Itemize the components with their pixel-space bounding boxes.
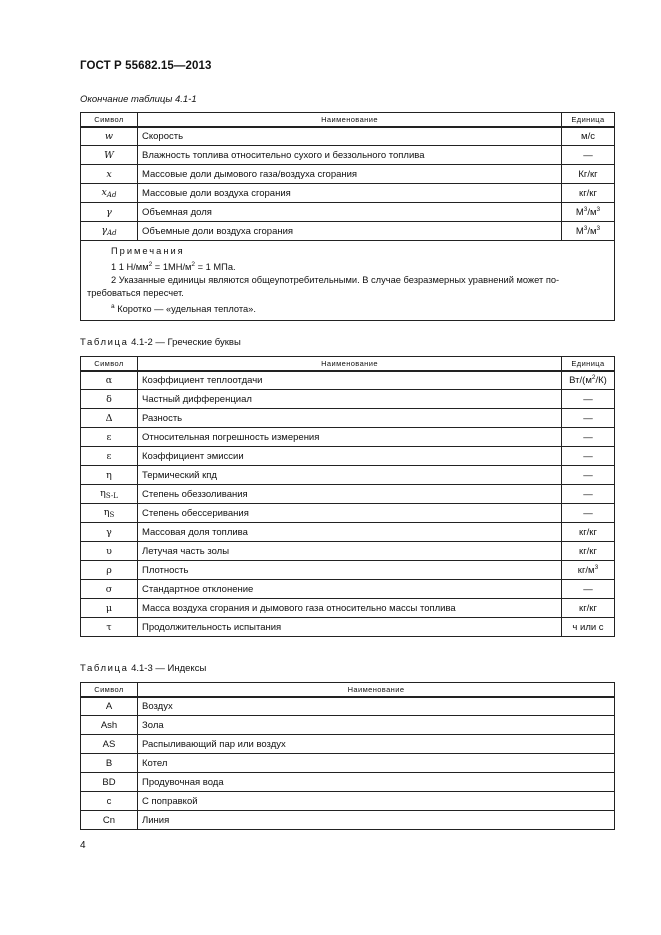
unit-cell (562, 561, 615, 580)
symbol-text: BD (102, 776, 116, 788)
symbol-text: B (105, 757, 113, 769)
name-cell: Относительная погрешность измерения (138, 428, 562, 447)
symbol-cell (81, 127, 138, 146)
name-cell: Котел (138, 754, 615, 773)
symbol-text: ε (106, 450, 112, 462)
unit-exponent: 3 (594, 564, 599, 571)
table-row (81, 792, 615, 811)
table1-header-row (81, 113, 615, 127)
symbol-text: W (104, 149, 114, 161)
table-row (81, 390, 615, 409)
unit-cell (562, 504, 615, 523)
name-cell: Линия (138, 811, 615, 830)
table-row (81, 754, 615, 773)
table2-body (81, 371, 615, 637)
unit-exponent: 3 (583, 206, 588, 213)
unit-text: кг/кг (579, 602, 597, 614)
unit-cell (562, 580, 615, 599)
name-cell: Термический кпд (138, 466, 562, 485)
symbol-cell (81, 146, 138, 165)
note-2-continuation: требоваться пересчет. (87, 288, 184, 298)
table1-col-symbol: Символ (81, 113, 138, 127)
table-row (81, 428, 615, 447)
table-row (81, 580, 615, 599)
symbol-text: η (100, 488, 106, 499)
table2-col-unit: Единица (562, 357, 615, 371)
unit-cell (562, 127, 615, 146)
unit-cell (562, 618, 615, 637)
table-row (81, 371, 615, 390)
unit-text: М (575, 226, 584, 237)
unit-text: М (575, 207, 584, 218)
symbol-cell (81, 561, 138, 580)
unit-cell (562, 447, 615, 466)
symbol-cell (81, 504, 138, 523)
name-cell: Скорость (138, 127, 562, 146)
document-header: ГОСТ Р 55682.15—2013 (80, 60, 212, 72)
table2 (80, 356, 615, 637)
unit-text: ч или с (572, 621, 604, 633)
name-cell: Масса воздуха сгорания и дымового газа относительно массы топлива (138, 599, 562, 618)
name-cell: Массовые доли воздуха сгорания (138, 184, 562, 203)
symbol-cell (81, 773, 138, 792)
unit-cell (562, 371, 615, 390)
unit-exponent: 2 (591, 374, 596, 382)
symbol-text: μ (105, 602, 113, 614)
unit-text: — (583, 507, 593, 519)
symbol-text: η (106, 469, 112, 481)
symbol-cell (81, 580, 138, 599)
table3-body (81, 697, 615, 830)
table-row (81, 716, 615, 735)
unit-cell (562, 599, 615, 618)
table-row (81, 409, 615, 428)
table1-caption: Окончание таблицы 4.1-1 (80, 94, 197, 105)
symbol-text: γ (106, 526, 112, 538)
unit-text: кг/кг (579, 187, 597, 199)
symbol-cell (81, 485, 138, 504)
name-cell: Степень обеззоливания (138, 485, 562, 504)
name-cell: Массовая доля топлива (138, 523, 562, 542)
table1-col-unit: Единица (562, 113, 615, 127)
symbol-text: A (105, 700, 113, 712)
unit-text: кг/кг (579, 526, 597, 538)
table-row (81, 618, 615, 637)
symbol-cell (81, 618, 138, 637)
name-cell: С поправкой (138, 792, 615, 811)
name-cell: Частный дифференциал (138, 390, 562, 409)
symbol-text: AS (102, 738, 116, 750)
unit-text: — (583, 149, 593, 161)
note-2: 2 Указанные единицы являются общеупотребительными. В случае безразмерных уравнений может по- (111, 275, 560, 285)
table-row (81, 447, 615, 466)
unit-text: кг/м (577, 565, 595, 576)
symbol-text: γ (106, 206, 112, 218)
name-cell: Коэффициент теплоотдачи (138, 371, 562, 390)
table1-body (81, 127, 615, 241)
table2-header-row (81, 357, 615, 371)
unit-text: — (583, 450, 593, 462)
unit-text: — (583, 488, 593, 500)
table-row (81, 165, 615, 184)
table-row (81, 146, 615, 165)
symbol-cell (81, 523, 138, 542)
unit-exponent: 3 (583, 225, 588, 232)
unit-text: — (583, 583, 593, 595)
table-row (81, 697, 615, 716)
symbol-subscript: Ad (107, 229, 117, 237)
name-cell: Влажность топлива относительно сухого и беззольного топлива (138, 146, 562, 165)
name-cell: Воздух (138, 697, 615, 716)
name-cell: Распыливающий пар или воздух (138, 735, 615, 754)
symbol-subscript: Ad (106, 191, 117, 199)
unit-text: — (583, 412, 593, 424)
table-row (81, 735, 615, 754)
symbol-text: ρ (106, 564, 112, 576)
symbol-text: α (105, 374, 113, 386)
symbol-cell (81, 203, 138, 222)
table2-caption: Таблица 4.1-2 — Греческие буквы (80, 337, 241, 348)
unit-text: кг/кг (579, 545, 597, 557)
unit-cell (562, 184, 615, 203)
symbol-text: Δ (105, 412, 113, 424)
symbol-cell (81, 428, 138, 447)
name-cell: Объемные доли воздуха сгорания (138, 222, 562, 241)
table-row (81, 523, 615, 542)
symbol-text: Cn (102, 814, 116, 826)
symbol-text: η (103, 507, 110, 518)
unit-cell (562, 146, 615, 165)
table-row (81, 504, 615, 523)
symbol-text: x (101, 187, 107, 198)
unit-cell (562, 428, 615, 447)
symbol-text: ε (106, 431, 112, 443)
name-cell: Продувочная вода (138, 773, 615, 792)
unit-cell (562, 466, 615, 485)
table-row (81, 184, 615, 203)
table2-col-name: Наименование (138, 357, 562, 371)
table3-col-name: Наименование (138, 683, 615, 697)
unit-cell (562, 203, 615, 222)
table-row (81, 773, 615, 792)
symbol-text: δ (106, 393, 112, 405)
table-row (81, 222, 615, 241)
symbol-text: Ash (100, 719, 118, 731)
symbol-cell (81, 447, 138, 466)
note-1: 1 1 $Н/мм^2 = 1МН/м^2 = 1$ МПа. (111, 261, 236, 272)
symbol-subscript: S-L (105, 492, 118, 500)
table-row (81, 561, 615, 580)
unit-text: — (583, 431, 593, 443)
unit-cell (562, 409, 615, 428)
symbol-cell (81, 792, 138, 811)
name-cell: Массовые доли дымового газа/воздуха сгорания (138, 165, 562, 184)
table1-notes (81, 241, 615, 321)
table-row (81, 466, 615, 485)
name-cell: Степень обессеривания (138, 504, 562, 523)
footnote: $^а$ Коротко — «удельная теплота». (111, 303, 256, 314)
symbol-cell (81, 754, 138, 773)
name-cell: Разность (138, 409, 562, 428)
name-cell: Продолжительность испытания (138, 618, 562, 637)
unit-text: /м (587, 207, 597, 218)
unit-text: — (583, 469, 593, 481)
symbol-text: x (106, 168, 112, 180)
unit-text: /К) (595, 375, 607, 387)
symbol-text: w (104, 130, 114, 142)
symbol-text: υ (106, 545, 112, 557)
table-row (81, 203, 615, 222)
unit-cell (562, 523, 615, 542)
symbol-cell (81, 811, 138, 830)
unit-exponent: 3 (596, 206, 601, 213)
symbol-cell (81, 466, 138, 485)
symbol-cell (81, 165, 138, 184)
unit-cell (562, 485, 615, 504)
symbol-cell (81, 716, 138, 735)
page-number: 4 (80, 840, 86, 851)
table1-notes-cell (81, 241, 615, 321)
name-cell: Объемная доля (138, 203, 562, 222)
symbol-cell (81, 735, 138, 754)
unit-cell (562, 222, 615, 241)
unit-cell (562, 165, 615, 184)
table2-col-symbol: Символ (81, 357, 138, 371)
symbol-text: γ (101, 225, 108, 236)
unit-text: — (583, 393, 593, 405)
symbol-text: τ (106, 621, 112, 633)
table3 (80, 682, 615, 830)
name-cell: Стандартное отклонение (138, 580, 562, 599)
symbol-cell (81, 222, 138, 241)
table-row (81, 811, 615, 830)
unit-text: м/с (581, 130, 595, 142)
symbol-cell (81, 599, 138, 618)
table-row (81, 127, 615, 146)
symbol-cell (81, 542, 138, 561)
name-cell: Плотность (138, 561, 562, 580)
symbol-text: σ (105, 583, 113, 595)
unit-exponent: 3 (596, 225, 601, 232)
table3-col-symbol: Символ (81, 683, 138, 697)
symbol-subscript: S (109, 511, 115, 519)
table1 (80, 112, 615, 321)
table1-col-name: Наименование (138, 113, 562, 127)
unit-text: Вт/(м (569, 375, 592, 387)
name-cell: Летучая часть золы (138, 542, 562, 561)
unit-text: /м (587, 226, 597, 237)
symbol-cell (81, 697, 138, 716)
table-row (81, 542, 615, 561)
name-cell: Коэффициент эмиссии (138, 447, 562, 466)
table3-header-row (81, 683, 615, 697)
table-row (81, 599, 615, 618)
symbol-cell (81, 371, 138, 390)
symbol-cell (81, 390, 138, 409)
unit-text: Кг/кг (578, 168, 598, 180)
notes-title: Примечания (111, 246, 185, 256)
unit-cell (562, 390, 615, 409)
symbol-text: c (106, 795, 112, 807)
table3-caption: Таблица 4.1-3 — Индексы (80, 663, 207, 674)
symbol-cell (81, 409, 138, 428)
table-row (81, 485, 615, 504)
unit-cell (562, 542, 615, 561)
name-cell: Зола (138, 716, 615, 735)
symbol-cell (81, 184, 138, 203)
